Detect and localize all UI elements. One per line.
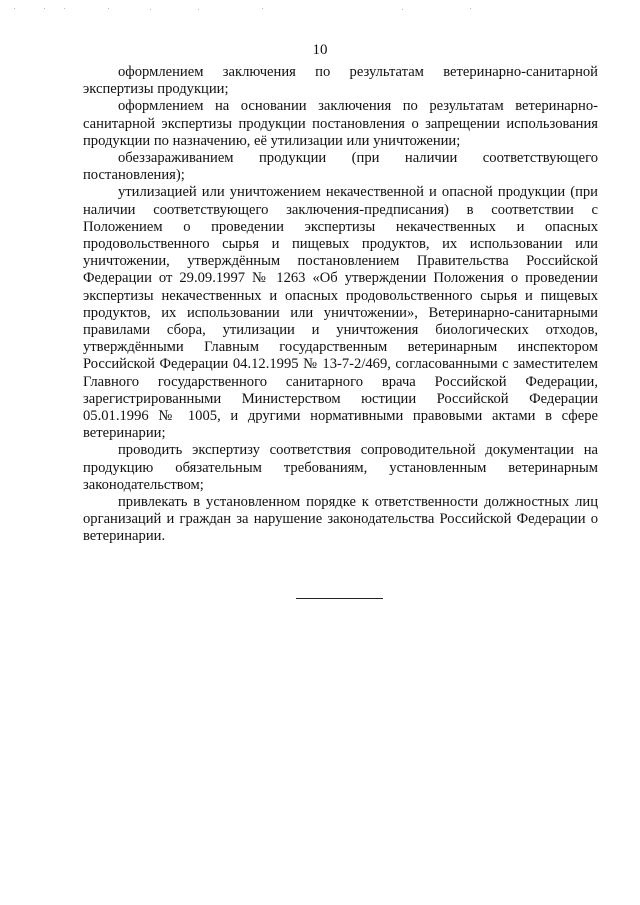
- scan-speck: [64, 8, 65, 9]
- scan-speck: [198, 9, 199, 10]
- document-body: [83, 64, 598, 546]
- paragraph-conclusion-issuance: оформлением заключения по результатам ветеринарно-санитарной экспертизы продукции;: [83, 64, 598, 98]
- paragraph-liability: привлекать в установленном порядке к ответственности должностных лиц организаций и граждан за нарушение законодательства Российской Федерации о ветеринарии.: [83, 494, 598, 545]
- scan-speck: [14, 8, 15, 9]
- end-of-text-rule: [296, 598, 383, 599]
- paragraph-prohibition-resolution: оформлением на основании заключения по результатам ветеринарно-санитарной экспертизы продукции постановления о запрещении использования продукции по назначению, её утилизации или уничтожении;: [83, 98, 598, 149]
- scan-speck: [150, 9, 151, 10]
- page-number: 10: [312, 42, 328, 58]
- scan-speck: [470, 8, 471, 9]
- paragraph-disposal-destruction: утилизацией или уничтожением некачественной и опасной продукции (при наличии соответствующего заключения-предписания) в соответствии с Положением о проведении экспертизы некачественных и опасных продовольственного сырья и пищевых продуктов, их использовании или уничтожении, утверждённым постановлением Правительства Российской Федерации от 29.09.1997 № 1263 «Об утверждении Положения о проведении экспертизы некачественных и опасных продовольственного сырья и пищевых продуктов, их использовании или уничтожении», Ветеринарно-санитарными правилами сбора, утилизации и уничтожения биологических отходов, утверждёнными Главным государственным ветеринарным инспектором Российской Федерации 04.12.1995 № 13-7-2/469, согласованными с заместителем Главного государственного санитарного врача Российской Федерации, зарегистрированными Министерством юстиции Российской Федерации 05.01.1996 № 1005, и другими нормативными правовыми актами в сфере ветеринарии;: [83, 184, 598, 442]
- scan-speck: [44, 8, 45, 9]
- scan-speck: [108, 8, 109, 9]
- scan-speck: [402, 9, 403, 10]
- scan-speck: [262, 8, 263, 9]
- paragraph-disinfection: обеззараживанием продукции (при наличии соответствующего постановления);: [83, 150, 598, 184]
- paragraph-documentation-expertise: проводить экспертизу соответствия сопроводительной документации на продукцию обязательным требованиям, установленным ветеринарным законодательством;: [83, 442, 598, 493]
